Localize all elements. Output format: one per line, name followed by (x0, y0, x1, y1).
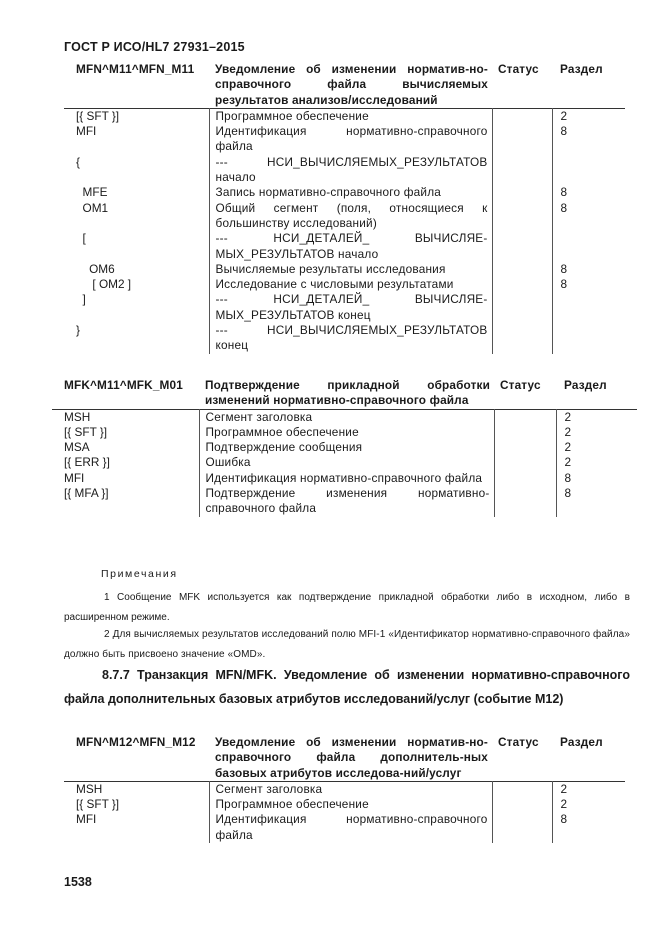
segment-code: [{ SFT }] (76, 108, 120, 123)
table-row (64, 155, 625, 186)
segment-description: --- НСИ_ВЫЧИСЛЯЕМЫХ_РЕЗУЛЬТАТОВ конец (209, 323, 492, 354)
segment-description: Программное обеспечение (199, 425, 494, 440)
table-row (64, 292, 625, 323)
segment-section: 2 (556, 440, 637, 455)
table-row (52, 471, 637, 486)
section-title: Транзакция MFN/MFK. Уведомление об изменении нормативно-справочного файла дополнительных базовых атрибутов исследований/услуг (событие M12) (64, 668, 630, 706)
segment-code: { (76, 154, 80, 169)
segment-status (494, 409, 556, 425)
segment-status (492, 797, 552, 812)
segment-description: Идентификация нормативно-справочного файла (209, 812, 492, 843)
notes-title: Примечания (101, 568, 178, 580)
table-row (52, 486, 637, 517)
segment-description: Сегмент заголовка (199, 409, 494, 425)
segment-status (492, 124, 552, 155)
segment-code: [{ ERR }] (64, 455, 110, 470)
segment-status (492, 277, 552, 292)
table-row (64, 108, 625, 124)
segment-code: MFI (76, 124, 97, 139)
table-row (64, 797, 625, 812)
column-header-section: Раздел (564, 378, 607, 392)
segment-code: OM6 (76, 261, 115, 276)
segment-section (552, 292, 625, 323)
segment-section: 2 (556, 409, 637, 425)
section-heading (64, 663, 630, 711)
column-header-description: Подтверждение прикладной обработки изменений нормативно-справочного файла (205, 378, 490, 408)
segment-code: MFE (76, 185, 108, 200)
table-row (64, 185, 625, 200)
segment-status (494, 425, 556, 440)
segment-table-mfk-m11 (52, 378, 637, 517)
segment-code: [{ SFT }] (76, 797, 120, 812)
segment-status (492, 781, 552, 797)
segment-status (492, 292, 552, 323)
segment-section: 2 (552, 108, 625, 124)
segment-description: Ошибка (199, 455, 494, 470)
segment-section: 2 (556, 425, 637, 440)
segment-status (494, 486, 556, 517)
segment-section (552, 155, 625, 186)
column-header-section: Раздел (560, 62, 603, 76)
segment-section: 8 (552, 812, 625, 843)
table-row (64, 781, 625, 797)
segment-status (492, 812, 552, 843)
column-header-description: Уведомление об изменении норматив-но-справочного файла дополнитель-ных базовых атрибутов исследова-ний/услуг (215, 735, 488, 780)
segment-status (494, 455, 556, 470)
column-header-code: MFN^M12^MFN_M12 (76, 735, 196, 749)
segment-description: Сегмент заголовка (209, 781, 492, 797)
table-row (52, 440, 637, 455)
segment-code: [{ SFT }] (64, 424, 108, 439)
segment-status (492, 231, 552, 262)
segment-code: OM1 (76, 200, 109, 215)
segment-section: 2 (552, 797, 625, 812)
column-header-status: Статус (498, 62, 539, 76)
segment-code: MSA (64, 440, 90, 455)
table-body (52, 409, 637, 517)
column-header-description: Уведомление об изменении норматив-но-справочного файла вычисляемых результатов анализов/исследований (215, 62, 488, 107)
segment-section: 8 (552, 201, 625, 232)
segment-table-mfn-m11 (64, 62, 625, 354)
segment-status (494, 471, 556, 486)
segment-code: MSH (76, 781, 103, 796)
segment-description: Программное обеспечение (209, 797, 492, 812)
segment-section: 2 (556, 455, 637, 470)
column-header-status: Статус (498, 735, 539, 749)
segment-description: Подтверждение сообщения (199, 440, 494, 455)
section-number: 8.7.7 (102, 668, 130, 682)
segment-section: 8 (556, 471, 637, 486)
segment-description: Идентификация нормативно-справочного файла (209, 124, 492, 155)
table-row (64, 124, 625, 155)
segment-section: 8 (552, 185, 625, 200)
segment-code: [{ MFA }] (64, 486, 109, 501)
column-header-status: Статус (500, 378, 541, 392)
table-header-row (64, 62, 625, 108)
segment-description: --- НСИ_ВЫЧИСЛЯЕМЫХ_РЕЗУЛЬТАТОВ начало (209, 155, 492, 186)
table-row (52, 425, 637, 440)
segment-description: Вычисляемые результаты исследования (209, 262, 492, 277)
segment-description: Программное обеспечение (209, 108, 492, 124)
segment-description: --- НСИ_ДЕТАЛЕЙ_ ВЫЧИСЛЯЕ-МЫХ_РЕЗУЛЬТАТОВ конец (209, 292, 492, 323)
segment-description: Подтверждение изменения нормативно-справочного файла (199, 486, 494, 517)
segment-code: [ (76, 231, 86, 246)
segment-section: 8 (552, 262, 625, 277)
note-1: 1 Сообщение MFK используется как подтверждение прикладной обработки либо в исходном, либо в расширенном режиме. (64, 592, 630, 623)
table-row (64, 231, 625, 262)
segment-code: MFI (64, 470, 85, 485)
segment-code: ] (76, 292, 86, 307)
segment-section: 8 (552, 277, 625, 292)
page-number: 1538 (64, 875, 92, 889)
segment-section: 8 (556, 486, 637, 517)
segment-description: Запись нормативно-справочного файла (209, 185, 492, 200)
segment-description: Идентификация нормативно-справочного файла (199, 471, 494, 486)
segment-code: MFI (76, 812, 97, 827)
segment-status (492, 185, 552, 200)
note-2: 2 Для вычисляемых результатов исследований полю MFI-1 «Идентификатор нормативно-справочного файла» должно быть присвоено значение «OMD». (64, 629, 630, 660)
segment-section (552, 231, 625, 262)
column-header-code: MFK^M11^MFK_M01 (64, 378, 183, 392)
segment-description: --- НСИ_ДЕТАЛЕЙ_ ВЫЧИСЛЯЕ-МЫХ_РЕЗУЛЬТАТОВ начало (209, 231, 492, 262)
column-header-code: MFN^M11^MFN_M11 (76, 62, 195, 76)
segment-status (492, 262, 552, 277)
table-header-row (64, 735, 625, 781)
segment-status (492, 155, 552, 186)
table-row (64, 262, 625, 277)
segment-description: Исследование с числовыми результатами (209, 277, 492, 292)
table-body (64, 781, 625, 843)
segment-code: [ OM2 ] (76, 277, 132, 292)
table-body (64, 108, 625, 353)
table-row (64, 277, 625, 292)
segment-section (552, 323, 625, 354)
table-row (64, 201, 625, 232)
segment-code: } (76, 323, 80, 338)
segment-section: 2 (552, 781, 625, 797)
table-header-row (52, 378, 637, 409)
segment-status (492, 323, 552, 354)
segment-code: MSH (64, 409, 91, 424)
segment-description: Общий сегмент (поля, относящиеся к большинству исследований) (209, 201, 492, 232)
segment-status (492, 201, 552, 232)
segment-table-mfn-m12 (64, 735, 625, 843)
segment-status (494, 440, 556, 455)
column-header-section: Раздел (560, 735, 603, 749)
table-row (52, 409, 637, 425)
table-row (64, 323, 625, 354)
document-header: ГОСТ Р ИСО/HL7 27931–2015 (64, 40, 245, 54)
table-row (52, 455, 637, 470)
segment-section: 8 (552, 124, 625, 155)
segment-status (492, 108, 552, 124)
table-row (64, 812, 625, 843)
